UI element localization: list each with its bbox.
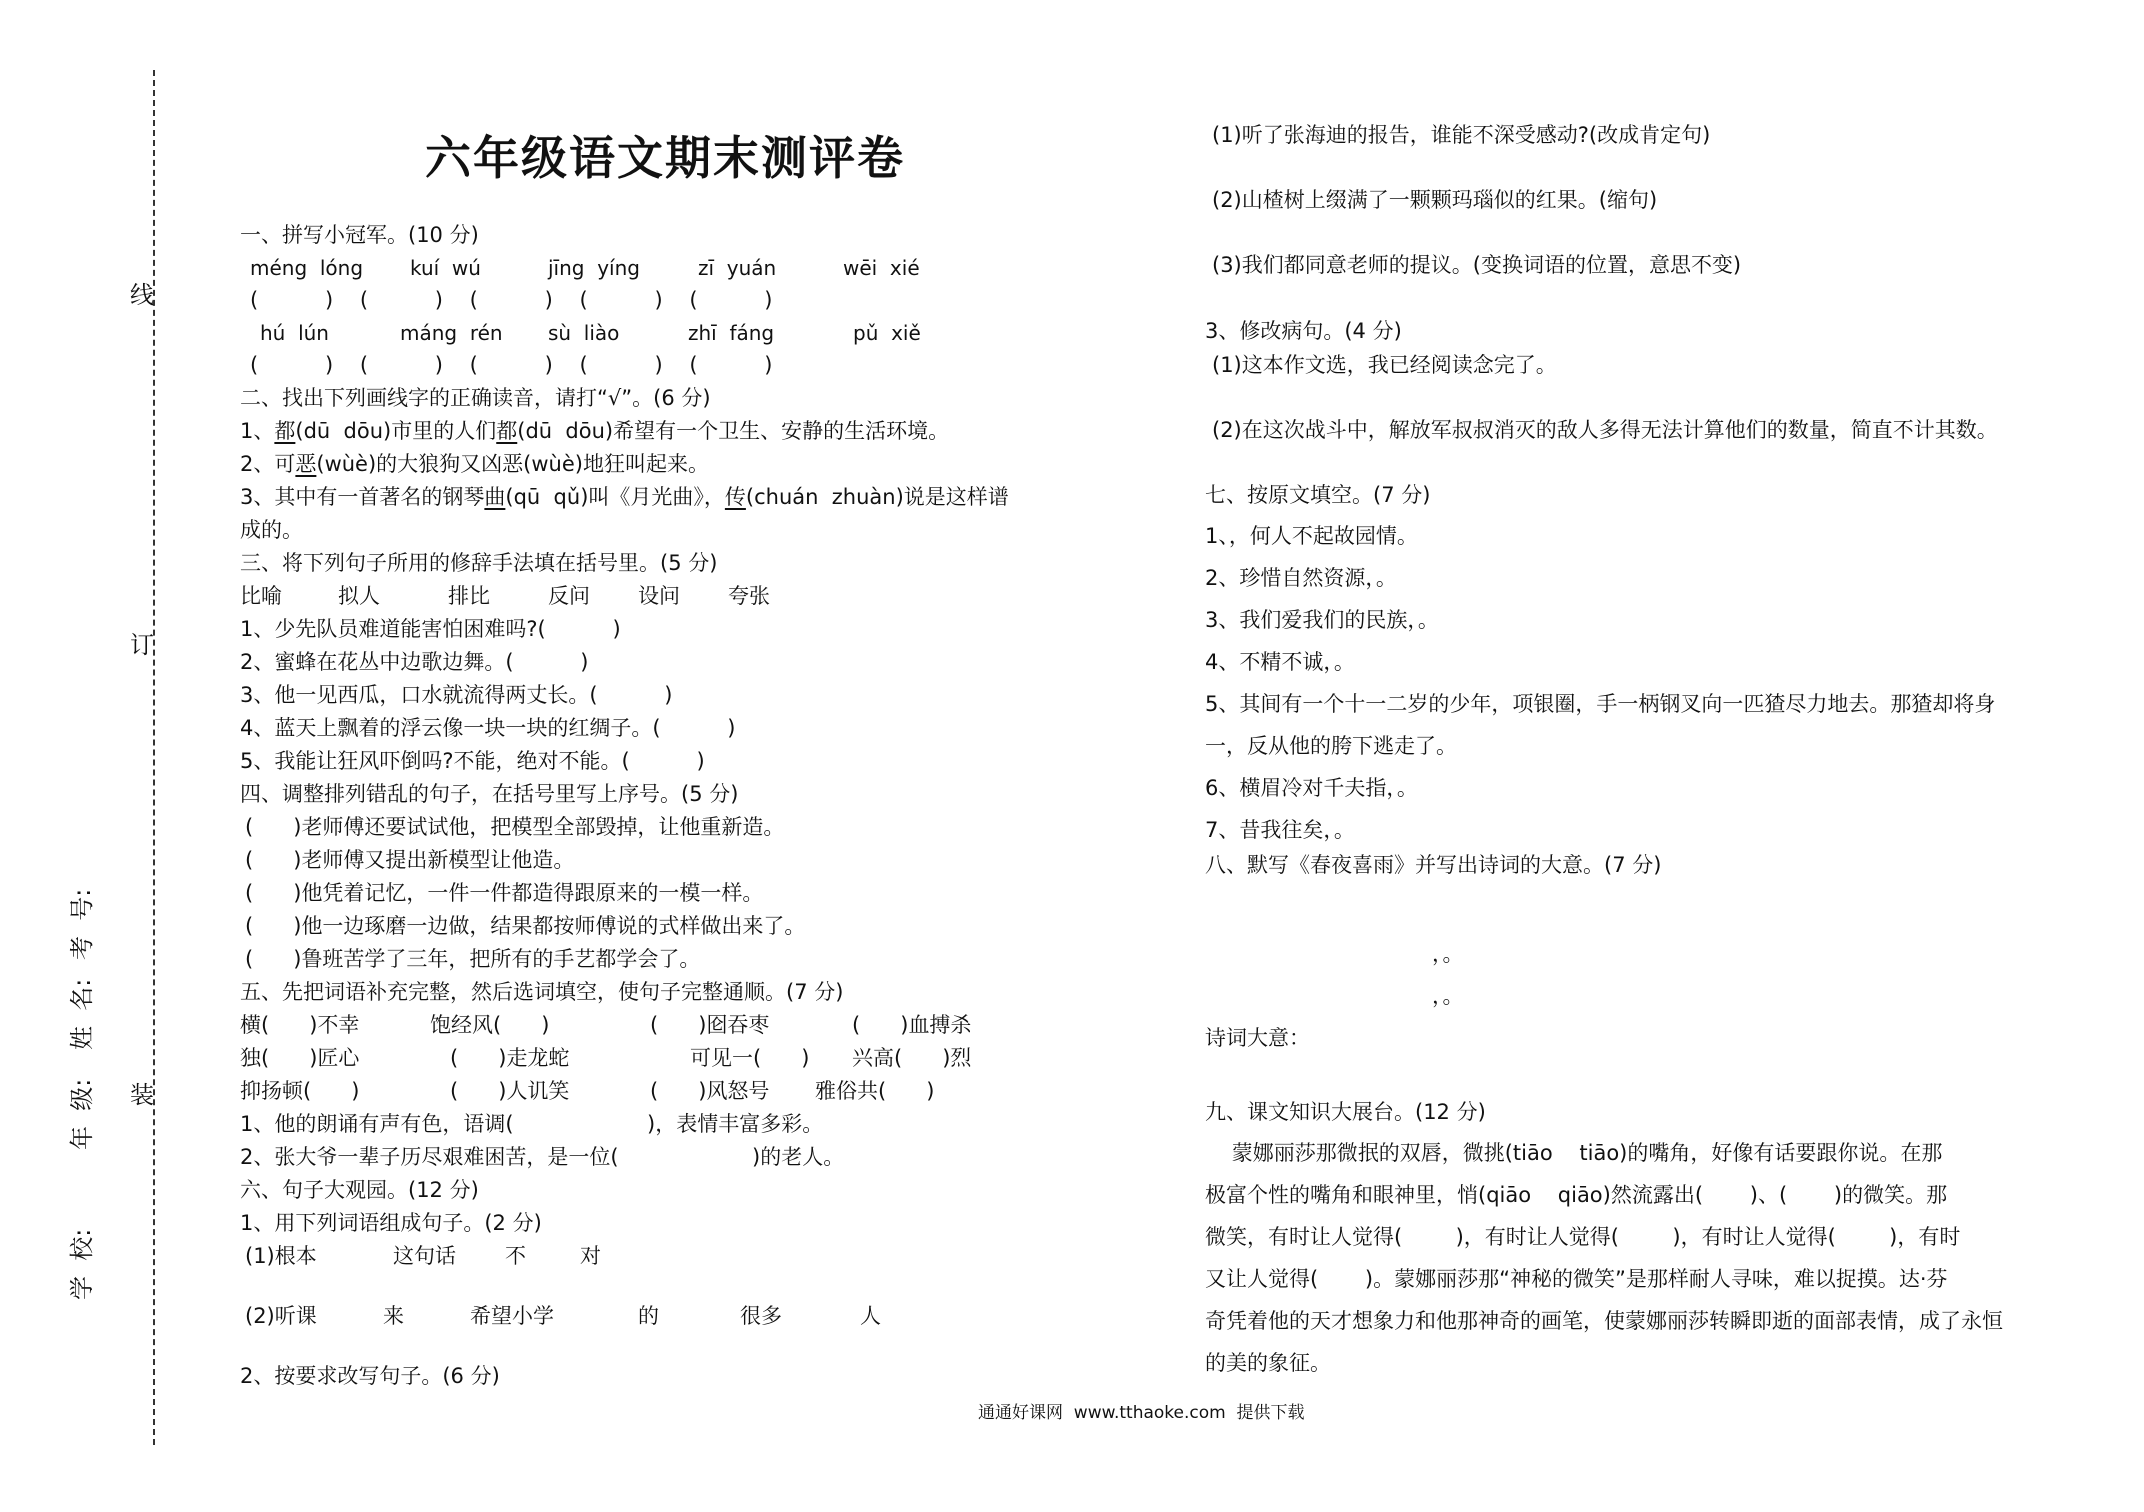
passage-line-3: 微笑，有时让人觉得( )，有时让人觉得( )，有时让人觉得( )，有时 xyxy=(1205,1225,1961,1249)
word-2-6: 人 xyxy=(860,1304,881,1328)
s7-item-4: 4、不精不诚，。 xyxy=(1205,650,1355,674)
idiom-9: 抑扬顿( ) xyxy=(240,1079,360,1103)
option-6: 夸张 xyxy=(728,584,770,608)
s2-line-3: 3、其中有一首著名的钢琴曲(qū qǔ)叫《月光曲》，传(chuán zhuàn)说是这样谱 xyxy=(240,485,1009,509)
page-title: 六年级语文期末测评卷 xyxy=(425,131,905,185)
s4-item-2: ( )老师傅又提出新模型让他造。 xyxy=(245,848,575,872)
margin-grade-label: 年 级: xyxy=(68,1078,96,1150)
section-5-heading: 五、先把词语补充完整，然后选词填空，使句子完整通顺。(7 分) xyxy=(240,980,844,1004)
word-2-5: 很多 xyxy=(740,1304,782,1328)
pinyin-6: hú lún xyxy=(260,321,329,345)
pinyin-9: zhī fáng xyxy=(688,321,775,345)
pinyin-3: jīng yíng xyxy=(548,256,640,280)
poem-meaning-label: 诗词大意： xyxy=(1205,1026,1310,1050)
section-4-heading: 四、调整排列错乱的句子，在括号里写上序号。(5 分) xyxy=(240,782,739,806)
s6-sub-3-heading: 3、修改病句。(4 分) xyxy=(1205,319,1402,343)
idiom-4: ( )血搏杀 xyxy=(852,1013,972,1037)
pinyin-7: máng rén xyxy=(400,321,503,345)
s5-question-2: 2、张大爷一辈子历尽艰难困苦，是一位( )的老人。 xyxy=(240,1145,845,1169)
word-1-1: (1)根本 xyxy=(245,1244,317,1268)
answer-brackets-row-1[interactable]: ( ) ( ) ( ) ( ) ( ) xyxy=(250,288,773,312)
idiom-11: ( )风怒号 xyxy=(650,1079,770,1103)
s4-item-3: ( )他凭着记忆，一件一件都造得跟原来的一模一样。 xyxy=(245,881,764,905)
idiom-1: 横( )不幸 xyxy=(240,1013,360,1037)
s2-line-3-cont: 成的。 xyxy=(240,518,303,542)
word-1-4: 对 xyxy=(580,1244,601,1268)
poem-line-2: ，。 xyxy=(1432,984,1464,1008)
idiom-3: ( )囵吞枣 xyxy=(650,1013,770,1037)
margin-school-label: 学 校: xyxy=(68,1228,96,1300)
idiom-10: ( )人讥笑 xyxy=(450,1079,570,1103)
s3-item-2: 2、蜜蜂在花丛中边歌边舞。( ) xyxy=(240,650,589,674)
answer-brackets-row-2[interactable]: ( ) ( ) ( ) ( ) ( ) xyxy=(250,353,773,377)
passage-line-1: 蒙娜丽莎那微抿的双唇，微挑(tiāo tiāo)的嘴角，好像有话要跟你说。在那 xyxy=(1205,1141,1943,1165)
word-2-1: (2)听课 xyxy=(245,1304,317,1328)
correct-2: (2)在这次战斗中，解放军叔叔消灭的敌人多得无法计算他们的数量，简直不计其数。 xyxy=(1212,418,1998,442)
s5-question-1: 1、他的朗诵有声有色，语调( )，表情丰富多彩。 xyxy=(240,1112,824,1136)
pinyin-4: zī yuán xyxy=(698,256,777,280)
passage-line-2: 极富个性的嘴角和眼神里，悄(qiāo qiāo)然流露出( )、( )的微笑。那 xyxy=(1205,1183,1948,1207)
s3-item-1: 1、少先队员难道能害怕困难吗?( ) xyxy=(240,617,621,641)
idiom-5: 独( )匠心 xyxy=(240,1046,360,1070)
s7-item-2: 2、珍惜自然资源，。 xyxy=(1205,566,1397,590)
correct-1: (1)这本作文选，我已经阅读念完了。 xyxy=(1212,353,1557,377)
s7-item-5: 5、其间有一个十一二岁的少年，项银圈，手一柄钢叉向一匹猹尽力地去。那猹却将身 xyxy=(1205,692,1996,716)
rewrite-3: (3)我们都同意老师的提议。(变换词语的位置，意思不变) xyxy=(1212,253,1742,277)
pinyin-1: méng lóng xyxy=(250,256,364,280)
idiom-7: 可见一( ) xyxy=(690,1046,810,1070)
s7-item-6: 6、横眉冷对千夫指，。 xyxy=(1205,776,1418,800)
section-9-heading: 九、课文知识大展台。(12 分) xyxy=(1205,1100,1486,1124)
passage-line-6: 的美的象征。 xyxy=(1205,1351,1331,1375)
s3-item-5: 5、我能让狂风吓倒吗?不能，绝对不能。( ) xyxy=(240,749,705,773)
word-1-2: 这句话 xyxy=(393,1244,456,1268)
option-2: 拟人 xyxy=(338,584,380,608)
pinyin-5: wēi xié xyxy=(843,256,920,280)
s2-line-1: 1、都(dū dōu)市里的人们都(dū dōu)希望有一个卫生、安静的生活环境。 xyxy=(240,419,950,443)
s2-line-2: 2、可恶(wùè)的大狼狗又凶恶(wùè)地狂叫起来。 xyxy=(240,452,709,476)
idiom-12: 雅俗共( ) xyxy=(815,1079,935,1103)
margin-name-label: 姓 名: xyxy=(68,978,96,1050)
pinyin-2: kuí wú xyxy=(410,256,481,280)
s4-item-1: ( )老师傅还要试试他，把模型全部毁掉，让他重新造。 xyxy=(245,815,785,839)
section-7-heading: 七、按原文填空。(7 分) xyxy=(1205,483,1431,507)
margin-ding: 订 xyxy=(130,631,154,659)
margin-xian: 线 xyxy=(130,281,154,309)
s7-item-7: 7、昔我往矣，。 xyxy=(1205,818,1355,842)
pinyin-8: sù liào xyxy=(548,321,620,345)
s3-item-3: 3、他一见西瓜，口水就流得两丈长。( ) xyxy=(240,683,673,707)
option-4: 反问 xyxy=(548,584,590,608)
idiom-2: 饱经风( ) xyxy=(430,1013,550,1037)
passage-line-5: 奇凭着他的天才想象力和他那神奇的画笔，使蒙娜丽莎转瞬即逝的面部表情，成了永恒 xyxy=(1205,1309,2003,1333)
pinyin-10: pǔ xiě xyxy=(853,321,921,345)
section-2-heading: 二、找出下列画线字的正确读音，请打“√”。(6 分) xyxy=(240,386,711,410)
footer-credit: 通通好课网 www.tthaoke.com 提供下载 xyxy=(978,1403,1305,1423)
option-3: 排比 xyxy=(448,584,490,608)
word-2-4: 的 xyxy=(638,1304,659,1328)
word-2-2: 来 xyxy=(383,1304,404,1328)
section-8-heading: 八、默写《春夜喜雨》并写出诗词的大意。(7 分) xyxy=(1205,853,1662,877)
margin-id-label: 考 号: xyxy=(68,888,96,960)
s4-item-4: ( )他一边琢磨一边做，结果都按师傅说的式样做出来了。 xyxy=(245,914,806,938)
s7-item-3: 3、我们爱我们的民族，。 xyxy=(1205,608,1439,632)
s7-item-1: 1、，何人不起故园情。 xyxy=(1205,524,1418,548)
s4-item-5: ( )鲁班苦学了三年，把所有的手艺都学会了。 xyxy=(245,947,701,971)
rewrite-1: (1)听了张海迪的报告，谁能不深受感动?(改成肯定句) xyxy=(1212,123,1711,147)
idiom-8: 兴高( )烈 xyxy=(852,1046,972,1070)
margin-zhuang: 装 xyxy=(130,1081,154,1109)
idiom-6: ( )走龙蛇 xyxy=(450,1046,570,1070)
s7-item-5-cont: 一，反从他的胯下逃走了。 xyxy=(1205,734,1457,758)
s3-item-4: 4、蓝天上飘着的浮云像一块一块的红绸子。( ) xyxy=(240,716,736,740)
option-1: 比喻 xyxy=(240,584,282,608)
poem-line-1: ，。 xyxy=(1432,942,1464,966)
s6-sub-1: 1、用下列词语组成句子。(2 分) xyxy=(240,1211,542,1235)
section-1-heading: 一、拼写小冠军。(10 分) xyxy=(240,223,479,247)
rewrite-2: (2)山楂树上缀满了一颗颗玛瑙似的红果。(缩句) xyxy=(1212,188,1658,212)
s6-sub-2: 2、按要求改写句子。(6 分) xyxy=(240,1364,500,1388)
word-1-3: 不 xyxy=(505,1244,526,1268)
option-5: 设问 xyxy=(638,584,680,608)
word-2-3: 希望小学 xyxy=(470,1304,554,1328)
section-6-heading: 六、句子大观园。(12 分) xyxy=(240,1178,479,1202)
section-3-heading: 三、将下列句子所用的修辞手法填在括号里。(5 分) xyxy=(240,551,718,575)
passage-line-4: 又让人觉得( )。蒙娜丽莎那“神秘的微笑”是那样耐人寻味，难以捉摸。达·芬 xyxy=(1205,1267,1948,1291)
